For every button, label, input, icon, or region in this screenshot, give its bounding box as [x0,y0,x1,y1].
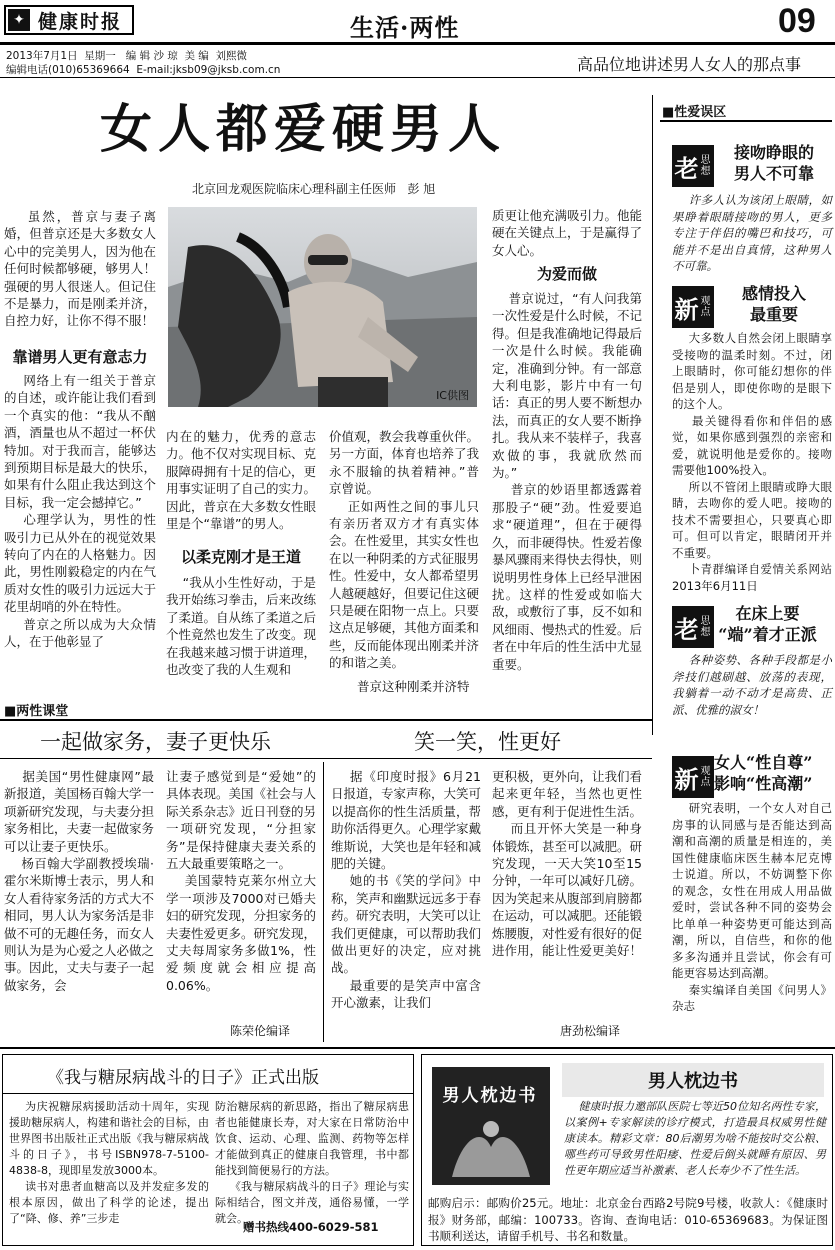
lead-col4a-body: 质更让他充满吸引力。他能硬在关键点上，于是赢得了女人心。 [492,208,643,258]
lead-col3-body: 价值观，教会我尊重伙伴。另一方面，体育也培养了我永不服输的执着精神。”普京曾说。 正如两性之间的事儿只有亲历者双方才有真实体会。在性爱里，其实女性也在以一种阴柔的方式征服男性。性爱中，女人都希望男人越硬越好，但要记住这硬只是硬在阳物一点上。只要这点足够硬，其他方面柔和些，反而能体现出刚柔并济的和谐之美。 [329,429,480,671]
pillow-ad [421,1054,833,1246]
badge-new-4: 新 观点 [672,756,714,798]
square-icon: ■ [662,105,675,120]
lead-col2b-body: “我从小生性好动，于是我开始练习拳击，后来改练了柔道。自从练了柔道之后个性竟然也发生了改变。现在我越来越习惯于讲道理，也改变了我的人生观和 [166,575,317,678]
lower-title-rule [0,758,652,759]
pillow-ad-mail: 邮购启示：邮购价25元。地址：北京金台西路2号院9号楼，收款人：《健康时报》财务部，邮编：100733。咨询、查询电话：010-65369683。为保证图书顺利送达，请留手机号、书名和数量。 [428,1196,828,1243]
lower-mid-divider [323,762,324,1042]
sidebar-title-3: 在床上要 “端”着才正派 [718,604,817,644]
page-number: 09 [778,2,816,40]
logo [4,5,134,35]
cover-illustration [432,1067,550,1185]
lower-left-title: 一起做家务，妻子更快乐 [40,730,271,754]
lead-subhead-2: 以柔克刚才是王道 [180,548,301,566]
sidebar-body-1: 许多人认为该闭上眼睛，如果睁着眼睛接吻的男人，更多专注于伴侣的嘴巴和技巧，可能并不是出自真情，这种男人不可靠。 [672,193,833,273]
contact-line: 编辑电话(010)65369664 E-mail:jksb09@jksb.com.cn [6,64,281,76]
book-ad-rule [3,1093,413,1094]
badge-old-1: 老 思想 [672,145,714,187]
lead-subhead-1: 靠谱男人更有意志力 [12,348,148,366]
lead-col2-body: 内在的魅力，优秀的意志力。他不仅对实现目标、克服障碍拥有十足的信心，更用事实证明了自己的实力。因此，普京在大多数女性眼里是个“靠谱”的男人。 [166,429,317,532]
lower-section-label: ■两性课堂 [0,700,652,721]
book-ad-col2: 防治糖尿病的新思路，指出了糖尿病患者也能健康长寿，对大家在日常防治中饮食、运动、心理、监测、药物等怎样才能做到真正的健康自我管理，书中都能找到简便易行的方法。 《我与糖尿病战斗的日子》理论与实际相结合，图文并茂，通俗易懂，一学就会。 [215,1100,410,1225]
pillow-book-cover-text: 男人枕边书 [442,1086,538,1106]
lead-intro: 虽然，普京与妻子离婚，但普京还是大多数女人心中的完美男人，因为他在任何时候都够硬，够男人！强硬的男人很迷人。但记住不是暴力，而是刚柔并济，自控力好，让你不得不服！ [4,209,156,329]
masthead [0,0,835,78]
lower-col2: 让妻子感觉到是“爱她”的具体表现。美国《社会与人际关系杂志》近日刊登的另一项研究发现，“分担家务”是保持健康夫妻关系的五大最重要策略之一。 美国蒙特克莱尔州立大学一项涉及7000对已婚夫妇的研究发现，分担家务的夫妻性爱更多。研究发现，丈夫每周家务多做1%，性爱频度就会相应提高0.06%。 [166,769,317,993]
lower-col4-credit: 唐劲松编译 [560,1024,621,1038]
lead-photo [168,207,477,407]
sidebar-body-3: 各种姿势、各种手段都是小斧技们越刷越、放荡的表现，我躺着一动不动才是高贵、正派、优雅的淑女！ [672,653,833,717]
date-line: 2013年7月1日 星期一 编 辑 沙 琼 美 编 刘熙微 [6,50,247,62]
lower-col1: 据美国“男性健康网”最新报道，美国杨百翰大学一项新研究发现，与夫妻分担家务相比，夫妻一起做家务可以让妻子更快乐。 杨百翰大学副教授埃瑞·霍尔米斯博士表示，男人和女人看待家务活的方式大不相同，男人认为家务活是非做不可的无趣任务，而女人则认为是为心爱之人必做之事。因此，丈夫与妻子一起做家务，会 [4,769,155,993]
pillow-book-cover [432,1067,550,1185]
lead-col1-body: 网络上有一组关于普京的自述，或许能让我们看到一个真实的他：“我从不酗酒，酒量也从不超过一杯伏特加。对于我而言，能够达到预期目标是最大的快乐，如果有什么阻止我达到这个目标，我一定会撼掉它。” 心理学认为，男性的性吸引力已从外在的视觉效果转向了内在的人格魅力。因此，男性刚毅稳定的内在气质对女性的吸引力远远大于花里胡哨的外在特性。 普京之所以成为大众情人，在于他彰显了 [4,373,156,650]
book-ad [2,1054,414,1246]
book-ad-hotline: 赠书热线400-6029-581 [243,1220,379,1234]
photo-credit: IC供图 [436,389,469,402]
square-icon: ■ [4,704,17,719]
badge-old-3: 老 思想 [672,606,714,648]
sidebar-title-1: 接吻睁眼的 男人不可靠 [733,143,814,183]
sidebar-label: ■性爱误区 [660,101,832,122]
ad-top-rule [0,1047,835,1049]
masthead-rule [0,42,835,45]
sidebar-title-2: 感情投入 最重要 [741,284,806,324]
lead-col4b-body: 普京说过，“有人问我第一次性爱是什么时候，不记得。但是我准确地记得最后一次是什么时候。我能确定，准确到分钟。有一部意大利电影，影片中有一句话：真正的男人要不断想办法，而真正的女人要不断挣扎。我从来不装样子，我喜欢做的事，我就欣然而为。” 普京的妙语里都透露着那股子“硬”劲。性爱要追求“硬道理”，但在于硬得久，而非硬得快。性爱若像暴风骤雨来得快去得快，则说明男性身体上已经早泄困扰。这样的性爱或如临大敌，或敷衍了事，反不如和风细雨、慢热式的性爱。后者在中年后的性生活中尤显重要。 [492,291,643,672]
lower-col2-credit: 陈荣伦编译 [230,1024,291,1038]
section-title: 生活·两性 [350,13,460,42]
pillow-ad-body: 健康时报力邀部队医院七等近50位知名两性专家，以案例+专家解读的诊疗模式，打造最具权威男性健康读本。精彩文章：80后潮男为啥不能按时交公粮、哪些药可导致男性阳痿、性爱后倒头就睡有原因、男性更年期应适当补激素、老人长寿少不了性生活。 [564,1100,826,1177]
book-ad-title: 《我与糖尿病战斗的日子》正式出版 [47,1068,319,1088]
lead-byline: 北京回龙观医院临床心理科副主任医师 彭 旭 [192,182,436,196]
pillow-ad-title: 男人枕边书 [562,1063,824,1097]
lead-headline: 女人都爱硬男人 [100,99,507,160]
lead-col3-end: 普京这种刚柔并济特 [357,679,470,694]
logo-icon: ✦ [8,9,30,31]
masthead-rule-bottom [0,77,835,78]
tagline: 高品位地讲述男人女人的那点事 [577,55,802,74]
sidebar-body-4: 研究表明，一个女人对自己房事的认同感与是否能达到高潮和高潮的质量是相连的，美国性健康临床医生赫本尼克博士说道。所以，不妨调整下你的观念，女性在用成人用品做爱时，尝试各种不同的姿势会比单单一种姿势更可能达到高潮，所以，自信些，和你的他多多沟通并且尝试，你会有可能更容易达到高潮。 秦实编译自美国《问男人》杂志 [672,801,833,1013]
lower-right-title: 笑一笑，性更好 [414,730,561,754]
sidebar-title-4: 女人“性自尊” 影响“性高潮” [714,753,813,793]
lower-col4: 更积极，更外向，让我们看起来更年轻，当然也更性感，更有利于促进性生活。 而且开怀大笑是一种身体锻炼，甚至可以减肥。研究发现，一天大笑10至15分钟，一年可以减好几磅。因为笑起来从腹部到肩膀都在运动，可以减肥。还能锻炼腰腹，对性爱有很好的促进作用，能让性爱更美好！ [492,769,643,959]
lower-col3: 据《印度时报》6月21日报道，专家声称，大笑可以提高你的性生活质量，帮助你活得更久。心理学家戴维斯说，大笑也是年轻和减肥的关键。 她的书《笑的学问》中称，笑声和幽默远远多于春药。研究表明，大笑可以让我们更健康，可以帮助我们做出更好的决定，应对挑战。 最重要的是笑声中富含开心激素，让我们 [331,769,482,1011]
lead-divider [652,95,653,735]
book-ad-col1: 为庆祝糖尿病援助活动十周年，实现援助糖尿病人，构建和谐社会的目标，由世界图书出版社正式出版《我与糖尿病战斗的日子》，书号ISBN978-7-5100-4838-8，现即星发放3000本。 读书对患者血糖高以及并发症多发的根本原因，做出了科学的论述，提出了“降、修、养”三步走 [9,1100,209,1225]
sidebar-body-2: 大多数人自然会闭上眼睛享受接吻的温柔时刻。不过，闭上眼睛时，你可能幻想你的伴侣是别人，即使你吻的是眼下的这个人。 最关键得看你和伴侣的感觉，如果你感到强烈的亲密和爱，就说明他是爱你的。接吻需要他100%投入。 所以不管闭上眼睛或睁大眼睛，去吻你的爱人吧。接吻的技术不需要担心，只要真心即可。但可以肯定，眼睛闭开并不重要。 卜青群编译自爱情关系网站2013年6月11日 [672,331,833,593]
badge-new-2: 新 观点 [672,286,714,328]
photo-illustration [168,207,477,407]
lead-subhead-3: 为爱而做 [536,265,597,283]
logo-text: 健康时报 [38,10,123,33]
